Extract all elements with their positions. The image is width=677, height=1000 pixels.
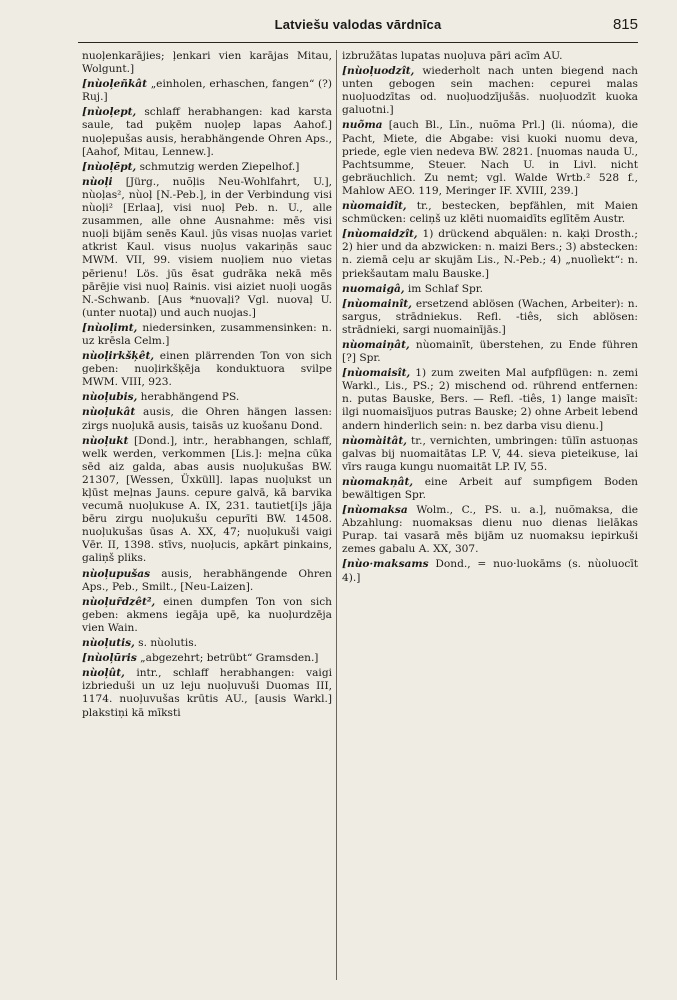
headword: nùoļi — [82, 175, 113, 188]
entry-definition: izbružātas lupatas nuoļuva pāri acīm AU. — [342, 50, 563, 62]
entry-definition: intr., schlaff herabhangen: vaigi izbrieduši un uz leju nuoļuvuši Duomas III, 1174. nuoļuvušas krūtis AU., [ausis Warkl.] plakstiņi kā mīksti — [82, 667, 332, 719]
left-column — [82, 50, 332, 990]
headword: nuomaigâ, — [342, 282, 405, 295]
headword: [nùomainît, — [342, 297, 412, 310]
page-number: 815 — [612, 16, 638, 33]
dictionary-entry — [342, 298, 638, 337]
entry-definition: [Dond.], intr., herabhangen, schlaff, welk werden, verkommen [Lis.]: meļna cūka sēd aiz galda, abas ausis nuoļukušas BW. 21307, [Wessen, Üxküll]. lapas nuoļukst un kļūst meļnas Jauns. cepure galvā, kā barvika vecumā nuoļukuse A. IX, 231. tautiet[i]s jāja bēru zirgu nuoļukušu cepurīti BW. 14508. nuoļukušas ūsas A. XX, 47; nuoļukuši vaigi Vēr. II, 1398. stīvs, nuoļucis, apkārt pinkains, galiņš pliks. — [82, 434, 332, 565]
dictionary-entry — [342, 283, 638, 296]
dictionary-entry — [82, 322, 332, 348]
headword: nùomaidît, — [342, 200, 407, 213]
dictionary-entry — [342, 65, 638, 117]
dictionary-entry — [342, 50, 638, 63]
entry-definition: s. nùolutis. — [138, 637, 198, 650]
entry-definition: „abgezehrt; betrübt“ Gramsden.] — [140, 652, 319, 665]
entry-definition: 1) zum zweiten Mal aufpflügen: n. zemi Warkl., Lis., PS.; 2) mischend od. rührend entfernen: n. putas Bauske, Bers. — Refl. -tiês, 1) lange maisīt: ilgi nuomaisījuos putras Bauske; 2) ohne Arbeit lebend andern hinderlich sein: n. bez darba visu dienu.] — [342, 367, 638, 432]
entry-definition: einen plärrenden Ton von sich geben: nuoļirkšķēja konduktuora svilpe MWM. VIII, 923. — [82, 350, 332, 389]
headword: nùoļupušas — [82, 567, 151, 580]
headword: [nùoļept, — [82, 106, 137, 119]
headword: nùomakņât, — [342, 475, 414, 488]
dictionary-entry — [342, 558, 638, 584]
headword: [nùoļeñkât — [82, 78, 148, 91]
dictionary-entry — [82, 596, 332, 635]
dictionary-entry — [82, 350, 332, 389]
headword: [nùoļuodzît, — [342, 65, 415, 78]
dictionary-entry — [82, 652, 332, 665]
headword: nùoļirkšķêt, — [82, 350, 155, 363]
entry-definition: nuoļenkarājies; ļenkari vien karājas Mitau, Wolgunt.] — [82, 50, 332, 76]
dictionary-entry — [342, 228, 638, 280]
headword: nuõma — [342, 119, 383, 132]
dictionary-entry — [342, 367, 638, 432]
dictionary-entry — [82, 106, 332, 158]
dictionary-entry — [82, 161, 332, 174]
dictionary-entry — [82, 435, 332, 566]
headword: nùoļutis, — [82, 637, 135, 650]
column-divider — [336, 50, 337, 980]
entry-definition: Dond., = nuo·luokāms (s. nùoluocīt 4).] — [342, 558, 638, 584]
headword: [nùoļūris — [82, 652, 137, 665]
entry-definition: eine Arbeit auf sumpfigem Boden bewältigen Spr. — [342, 475, 638, 501]
headword: [nùomaidzît, — [342, 228, 418, 241]
dictionary-entry — [82, 176, 332, 320]
entry-definition: ausis, die Ohren hängen lassen: zirgs nuoļukā ausis, taisās uz kuošanu Dond. — [82, 406, 332, 432]
dictionary-entry — [342, 504, 638, 556]
entry-definition: nùomainīt, überstehen, zu Ende führen [?] Spr. — [342, 338, 638, 365]
entry-definition: [auch Bl., Līn., nuõma Prl.] (li. núoma), die Pacht, Miete, die Abgabe: visi kuoki nuomu deva, priede, egle vien nedeva BW. 2821. [nuomas nauda U., Pachtsumme, Steuer. Nach U. in Livl. nicht gebräuchlich. Zu nemt; vgl. Walde Wrtb.² 528 f., Mahlow AEO. 119, Meringer IF. XVIII, 239.] — [342, 119, 638, 197]
entry-definition: [Jürg., nuõļis Neu-Wohlfahrt, U.], nùoļas², nùoļ [N.-Peb.], in der Verbindung visi nùoļi² [Erlaa], visi nuoļ Peb. n. U., alle zusammen, alle ohne Ausnahme: mēs visi nuoļi bijām senēs Kaul. jūs visas nuoļas variet atkrist Kaul. visus nuoļus vakariņās sauc MWM. VII, 99. visiem nuoļiem nuo vietas pērienu! Lös. jūs ēsat gudrāka nekā mēs pārējie visi nuoļ Rainis. visi aiziet nuoļi uogās N.-Schwanb. [Aus *nuovaļi? Vgl. nuovaļ U. (unter nuotaļ) und auch nuojas.] — [82, 175, 332, 319]
dictionary-entry — [82, 78, 332, 104]
entry-definition: einen dumpfen Ton von sich geben: akmens iegāja upē, ka nuoļurdzēja vien Wain. — [82, 595, 332, 634]
entry-definition: tr., vernichten, umbringen: tūlīn astuoņas galvas bij nuomaitātas LP. V, 44. sieva pieteikuse, lai vīrs rauga kungu nuomaitāt LP. IV, 55. — [342, 434, 638, 473]
entry-definition: ersetzend ablösen (Wachen, Arbeiter): n. sargus, strādniekus. Refl. -tiês, sich ablösen: strādnieki, sargi nuomainījās.] — [342, 297, 638, 336]
entry-definition: tr., bestecken, bepfählen, mit Maien schmücken: celiņš uz klēti nuomaidīts eglītēm Austr. — [342, 200, 638, 226]
dictionary-entry — [82, 637, 332, 650]
entry-definition: herabhängend PS. — [140, 391, 240, 404]
entry-definition: schmutzig werden Ziepelhof.] — [139, 160, 300, 173]
entry-definition: wiederholt nach unten biegend nach unten gebogen sein machen: cepurei malas nuoļuodzītas od. nuoļuodzījušās. nuoļuodzīt kuoka galuotni.] — [342, 65, 638, 117]
headword: [nùoļēpt, — [82, 160, 137, 173]
headword: nùomàitât, — [342, 434, 407, 447]
entry-definition: im Schlaf Spr. — [407, 282, 484, 295]
headword: [nùomaksa — [342, 504, 408, 517]
headword: nùomaiņât, — [342, 338, 410, 351]
entry-definition: schlaff herabhangen: kad karsta saule, tad puķēm nuoļep lapas Aahof.] nuoļepušas ausis, herabhängende Ohren Aps., [Aahof, Mitau, Lennew.]. — [82, 106, 332, 158]
entry-definition: „einholen, erhaschen, fangen“ (?) Ruj.] — [82, 78, 332, 104]
dictionary-entry — [82, 667, 332, 719]
dictionary-entry — [82, 568, 332, 594]
dictionary-entry — [82, 406, 332, 432]
headword: nùoļur̃dzêt², — [82, 595, 156, 608]
right-column — [342, 50, 638, 990]
headword: nùoļukât — [82, 406, 136, 419]
dictionary-entry — [342, 476, 638, 502]
dictionary-entry — [342, 339, 638, 365]
dictionary-entry — [82, 50, 332, 76]
entry-definition: niedersinken, zusammensinken: n. uz krēsla Celm.] — [82, 321, 332, 347]
dictionary-entry — [82, 391, 332, 404]
dictionary-entry — [342, 435, 638, 474]
dictionary-entry — [342, 200, 638, 226]
entry-definition: ausis, herabhängende Ohren Aps., Peb., Smilt., [Neu-Laizen]. — [82, 567, 332, 593]
dictionary-entry — [342, 119, 638, 198]
page-header — [78, 14, 638, 43]
entry-definition: Wolm., C., PS. u. a.], nuõmaksa, die Abzahlung: nuomaksas dienu nuo dienas lielākas Purap. tai vasarā mēs bijām uz nuomaksu iepirkuši zemes gabalu A. XX, 307. — [342, 504, 638, 556]
headword: nùoļût, — [82, 667, 125, 680]
headword: nùoļubis, — [82, 391, 138, 404]
headword: nùoļukt — [82, 434, 129, 447]
entry-definition: 1) drückend abquälen: n. kaķi Drosth.; 2) hier und da abzwicken: n. maizi Bers.; 3) abstecken: n. ziemā ceļu ar skujām Lis., N.-Peb.; 4) „nuolìekt“: n. priekšautam malu Bauske.] — [342, 228, 638, 280]
headword: [nùomaisît, — [342, 367, 411, 380]
running-title: Latviešu valodas vārdnīca — [274, 17, 442, 32]
headword: [nùo·maksams — [342, 558, 429, 571]
headword: [nùoļimt, — [82, 321, 138, 334]
